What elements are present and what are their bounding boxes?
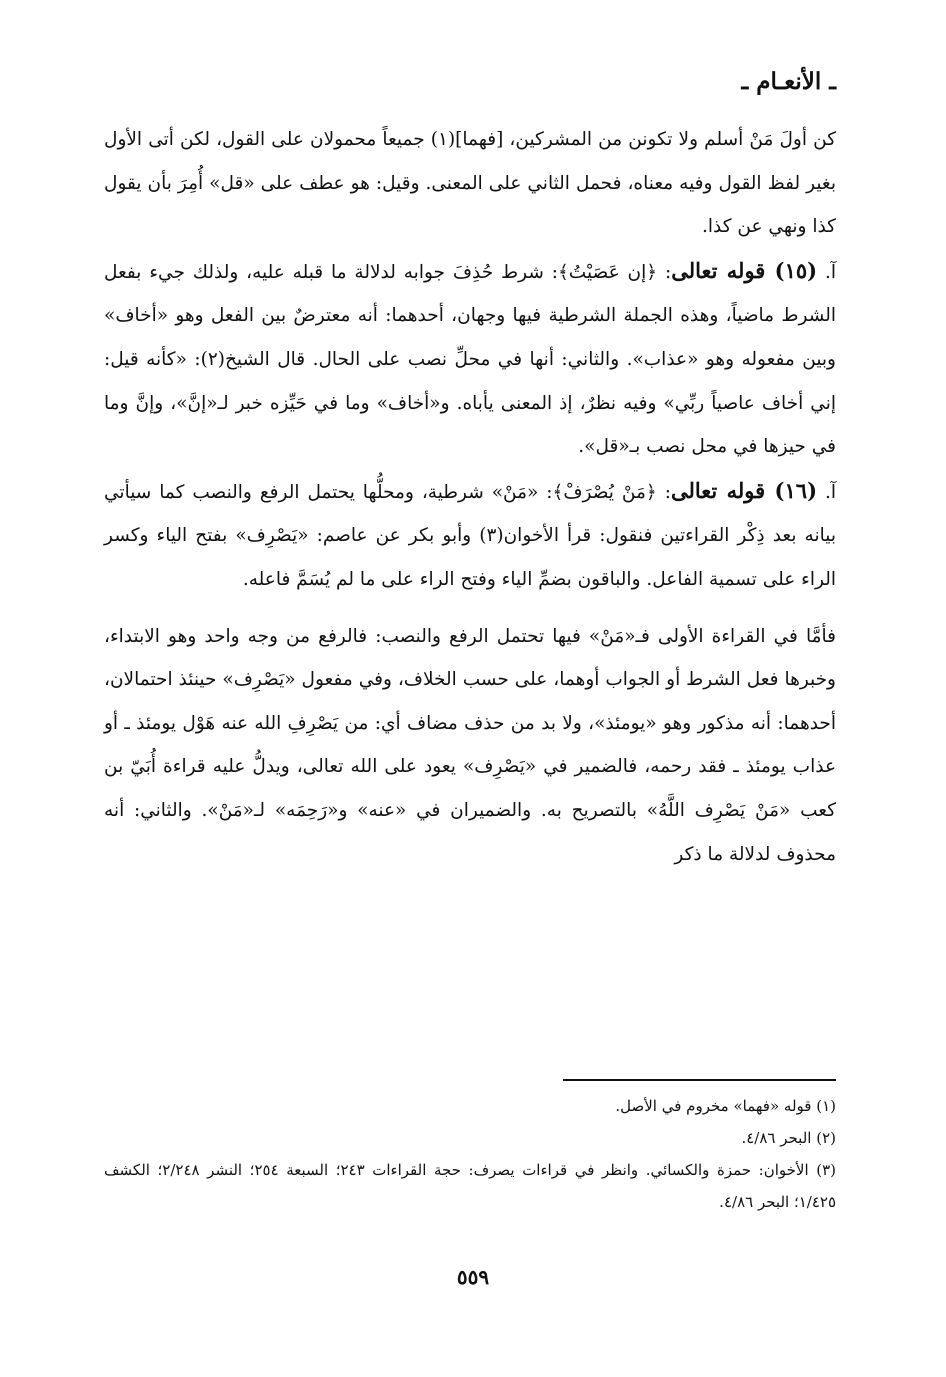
main-text [104,118,836,876]
verse-reference: (١٦) قوله تعالى [670,477,817,503]
paragraph: آ. (١٥) قوله تعالى: ﴿إن عَصَيْتُ﴾: شرط حُذِفَ جوابه لدلالة ما قبله عليه، ولذلك جيء بفعل الشرط ماضياً، وهذه الجملة الشرطية فيها وجهان، أحدهما: أنه معترضٌ بين الفعل وهو «أخاف» وبين مفعوله وهو «عذاب». والثاني: أنها في محلِّ نصب على الحال. قال الشيخ(٢): «كأنه قيل: إني أخاف عاصياً ربِّي» وفيه نظرٌ، إذ المعنى يأباه. و«أخاف» وما في حَيِّزه خبر لـ«إنَّ»، وإنَّ وما في حيزها في محل نصب بـ«قل». [104,257,836,458]
footnote: (٣) الأخوان: حمزة والكسائي. وانظر في قراءات يصرف: حجة القراءات ٢٤٣؛ السبعة ٢٥٤؛ النشر ٢/٢٤٨؛ الكشف ١/٤٢٥؛ البحر ٤/٨٦. [104,1161,837,1211]
footnote-separator [563,1079,836,1081]
running-head: ـ الأنعـام ـ [741,68,836,95]
page-number: ٥٥٩ [456,1265,490,1289]
footnote: (٢) البحر ٤/٨٦. [741,1129,836,1147]
footnote: (١) قوله «فهما» مخروم في الأصل. [615,1097,836,1115]
footnotes [104,1090,836,1218]
paragraph: آ. (١٦) قوله تعالى: ﴿مَنْ يُصْرَفْ﴾: «مَنْ» شرطية، ومحلُّها يحتمل الرفع والنصب كما سيأتي بيانه بعد ذِكْر القراءتين فنقول: قرأ الأخوان(٣) وأبو بكر عن عاصم: «يَصْرِف» بفتح الياء وكسر الراء على تسمية الفاعل. والباقون بضمِّ الياء وفتح الراء على ما لم يُسَمَّ فاعله. [104,477,836,590]
paragraph: كن أولَ مَنْ أسلم ولا تكونن من المشركين، [فهما](١) جميعاً محمولان على القول، لكن أتى الأول بغير لفظ القول وفيه معناه، فحمل الثاني على المعنى. وقيل: هو عطف على «قل» أُمِرَ بأن يقول كذا ونهي عن كذا. [104,129,837,238]
verse-reference: (١٥) قوله تعالى [671,257,818,283]
paragraph: فأمَّا في القراءة الأولى فـ«مَنْ» فيها تحتمل الرفع والنصب: فالرفع من وجه واحد وهو الابتداء، وخبرها فعل الشرط أو الجواب أوهما، على حسب الخلاف، وفي مفعول «يَصْرِف» حينئذ احتمالان، أحدهما: أنه مذكور وهو «يومئذ»، ولا بد من حذف مضاف أي: من يَصْرِفِ الله عنه هَوْل يومئذ ـ أو عذاب يومئذ ـ فقد رحمه، فالضمير في «يَصْرِف» يعود على الله تعالى، ويدلُّ عليه قراءة أُبَيّ بن كعب «مَنْ يَصْرِف اللَّهُ» بالتصريح به. والضميران في «عنه» و«رَحِمَه» لـ«مَنْ». والثاني: أنه محذوف لدلالة ما ذكر [104,625,836,865]
